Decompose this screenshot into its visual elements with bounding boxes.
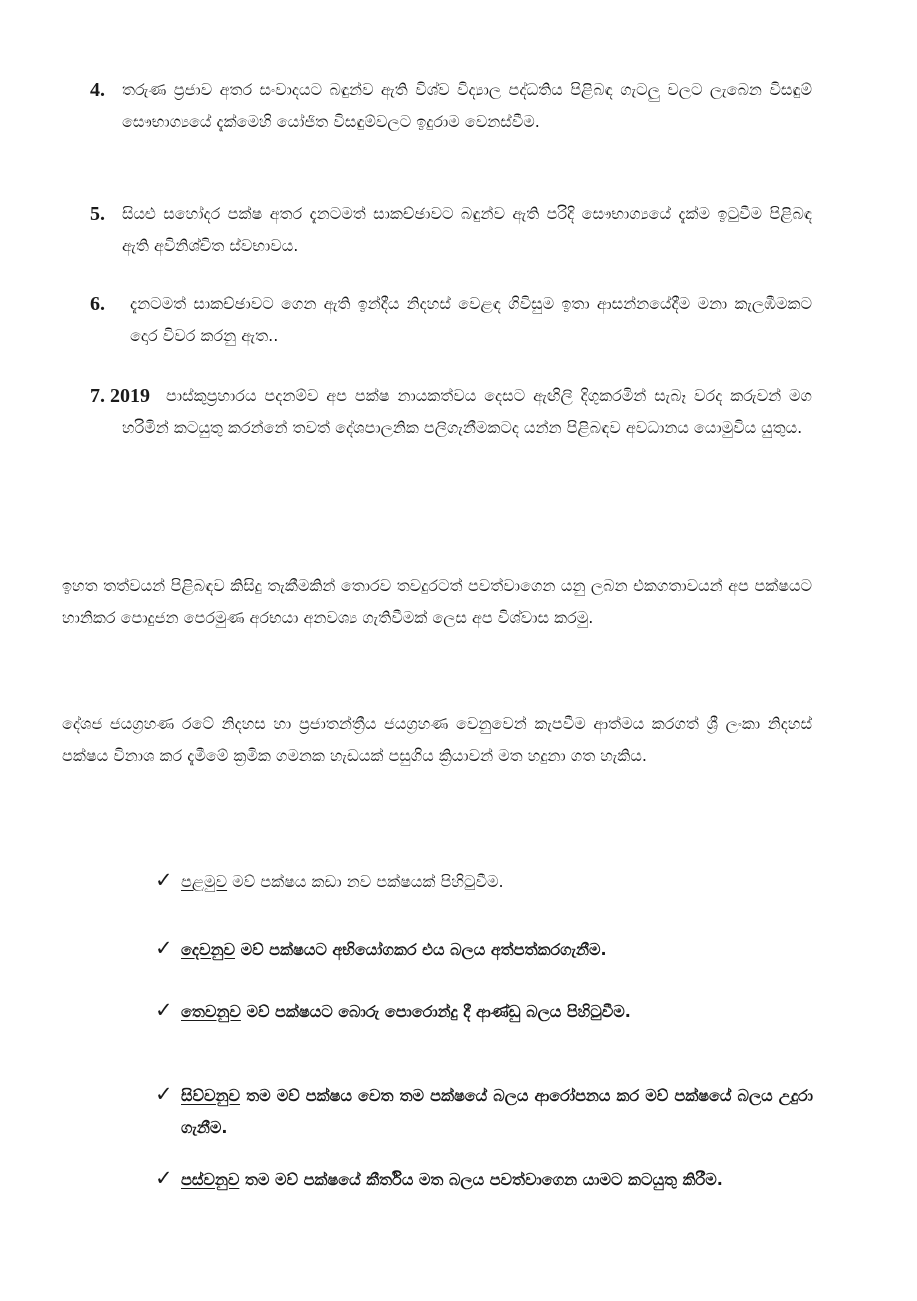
check-item-heading: තෙවනුව	[181, 1002, 241, 1021]
check-item-3	[155, 996, 813, 1028]
numbered-item-7	[90, 380, 812, 444]
check-item-text: මව් පක්ෂය කඩා නව පක්ෂයක් පිහිටුවීම.	[232, 872, 504, 891]
paragraph-1: ඉහත තත්වයන් පිළිබඳව කිසිදු තැකීමකින් තොරව තවදුරටත් පවත්වාගෙන යනු ලබන එකගතාවයන් අප පක්ෂයට හානිකර පොදුජන පෙරමුණ අරභයා අනවශ්‍ය ගැතිවීමක් ලෙස අප විශ්වාස කරමු.	[62, 576, 812, 627]
check-item-text: මව් පක්ෂයට අභියෝගකර එය බලය අත්පත්කරගැනීම.	[240, 940, 607, 959]
check-item-1	[155, 866, 813, 898]
check-item-text: මව් පක්ෂයට බොරු පොරොන්දු දී ආණ්ඩු බලය පිහිටුවීම.	[246, 1002, 631, 1021]
check-mark-icon: ✓	[155, 998, 173, 1022]
check-mark-icon: ✓	[155, 1166, 173, 1190]
item-text: තරුණ ප්‍රජාව අතර සංවාදයට බඳුන්ව ඇති විශ්ව විද්‍යාල පද්ධතිය පිළිබඳ ගැටලු වලට ලැබෙන විසඳුම් සෞභාග්‍යයේ දැක්මෙහි යෝජිත විසඳුම්වලට ඉදුරාම වෙනස්වීම.	[122, 80, 812, 131]
check-mark-icon: ✓	[155, 868, 173, 892]
item-text: දැනටමත් සාකච්ඡාවට ගෙන ඇති ඉන්දීය නිදහස් වෙළඳ ගිවිසුම ඉතා ආසන්නයේදීම මනා කැලඹීමකට දොර විවර කරනු ඇත..	[130, 294, 812, 345]
check-item-text: තම මව් පක්ෂයේ කීර්තිය මත බලය පවත්වාගෙන යාමට කටයුතු කිරීම.	[244, 1170, 723, 1189]
check-mark-icon: ✓	[155, 936, 173, 960]
numbered-item-6	[90, 288, 812, 352]
check-item-4	[155, 1080, 813, 1144]
check-item-text: තම මව් පක්ෂය වෙත තම පක්ෂයේ බලය ආරෝපනය කර මව් පක්ෂයේ බලය උදුරා ගැනීම.	[181, 1086, 813, 1137]
item-number: 7. 2019	[90, 385, 150, 407]
check-item-2	[155, 934, 813, 966]
item-number: 4.	[90, 79, 105, 101]
numbered-item-4	[90, 74, 812, 138]
item-number: 5.	[90, 203, 105, 225]
check-item-heading: පළමුව	[181, 872, 228, 891]
item-text: පාස්කුප්‍රහාරය පදනම්ව අප පක්ෂ නායකත්වය දෙසට ඇඟිලි දිගුකරමින් සැබෑ වරද කරුවන් මග හරිමින් කටයුතු කරන්නේ තවත් දේශපාලනික පලිගැනීමකටද යන්න පිළිබඳව අවධානය යොමුවිය යුතුය.	[122, 386, 812, 437]
check-item-heading: සිව්වනුව	[181, 1086, 241, 1105]
numbered-item-5	[90, 198, 812, 262]
check-item-heading: දෙවනුව	[181, 940, 236, 959]
check-item-heading: පස්වනුව	[181, 1170, 240, 1189]
paragraph-2: දේශජ ජයග්‍රහණ රටේ නිදහස හා ප්‍රජාතන්ත්‍රීය ජයග්‍රහණ වෙනුවෙන් කැපවීම ආත්මය කරගත් ශ්‍රී ලංකා නිදහස් පක්ෂය විනාශ කර දැමීමේ ක්‍රමික ගමනක හැඩයක් පසුගිය ක්‍රියාවන් මත හදුනා ගත හැකිය.	[62, 714, 812, 765]
check-mark-icon: ✓	[155, 1082, 173, 1106]
item-number: 6.	[90, 293, 105, 315]
item-text: සියළු සහෝදර පක්ෂ අතර දැනටමත් සාකච්ඡාවට බඳුන්ව ඇති පරිදි සෞභාග්‍යයේ දැක්ම ඉටුවීම පිළිබඳ ඇති අවිනිශ්චිත ස්වභාවය.	[122, 204, 812, 255]
check-item-5	[155, 1164, 813, 1196]
